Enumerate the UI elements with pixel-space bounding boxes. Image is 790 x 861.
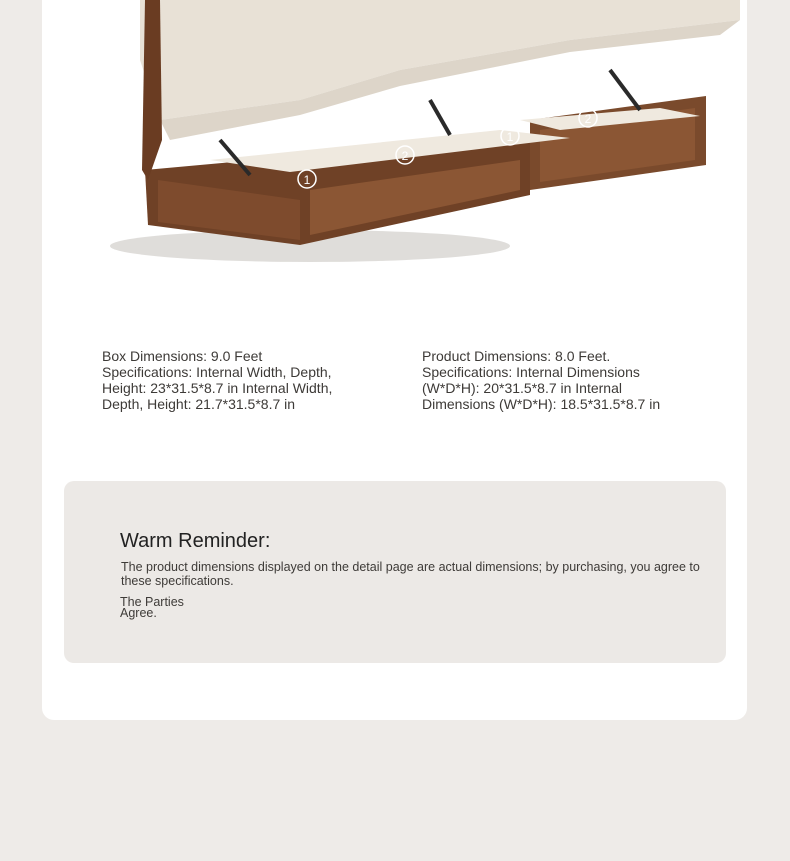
reminder-text: The product dimensions displayed on the detail page are actual dimensions; by purchasing, you agree to these specifications. bbox=[121, 560, 700, 588]
spec-title: Box Dimensions: 9.0 Feet bbox=[102, 348, 263, 364]
spec-title: Product Dimensions: 8.0 Feet. bbox=[422, 348, 611, 364]
product-image bbox=[100, 0, 750, 300]
spec-details: Specifications: Internal Dimensions (W*D*H): 20*31.5*8.7 in Internal Dimensions (W*D*H): 18.5*31.5*8.7 in bbox=[422, 364, 661, 412]
box-dimensions-spec bbox=[102, 348, 342, 412]
svg-text:2: 2 bbox=[584, 112, 592, 126]
svg-text:1: 1 bbox=[303, 173, 311, 187]
reminder-agree: The Parties Agree. bbox=[120, 595, 184, 620]
product-dimensions-spec bbox=[422, 348, 662, 412]
spec-details: Specifications: Internal Width, Depth, Height: 23*31.5*8.7 in Internal Width, Depth, Height: 21.7*31.5*8.7 in bbox=[102, 364, 333, 412]
reminder-title: Warm Reminder: bbox=[120, 530, 271, 552]
svg-text:1: 1 bbox=[506, 130, 514, 144]
warm-reminder-box bbox=[64, 481, 726, 663]
svg-text:2: 2 bbox=[401, 149, 409, 163]
